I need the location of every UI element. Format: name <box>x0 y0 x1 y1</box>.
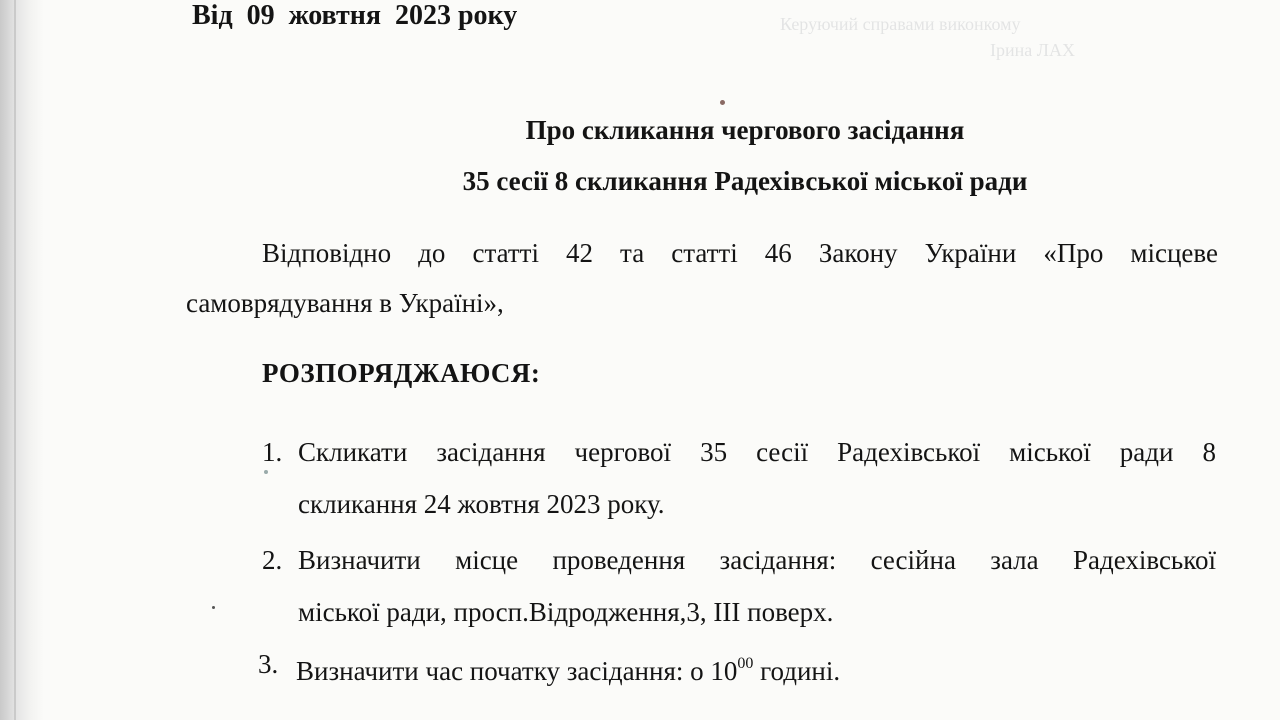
bleed-through-signature: Ірина ЛАХ <box>990 40 1075 60</box>
preamble-line-2: самоврядування в Україні», <box>186 288 504 318</box>
list-item-line-2: скликання 24 жовтня 2023 року. <box>298 489 665 519</box>
preamble-line-1: Відповідно до статті 42 та статті 46 Закону України «Про місцеве <box>262 238 1218 268</box>
scan-binding-edge <box>0 0 44 720</box>
scan-speck <box>720 100 725 105</box>
list-item-line-1: Визначити місце проведення засідання: сесійна зала Радехівської <box>298 545 1216 575</box>
document-title-line-2: 35 сесії 8 скликання Радехівської міської ради <box>462 166 1028 196</box>
list-item-number: 1. <box>262 437 283 467</box>
bleed-through-text: Керуючий справами виконкому <box>780 14 1021 34</box>
document-date: Від 09 жовтня 2023 року <box>192 0 518 31</box>
scan-edge-line <box>14 0 16 720</box>
list-item-text-end: годині. <box>753 656 841 686</box>
list-item-number: 2. <box>262 545 283 575</box>
list-item-text: Визначити час початку засідання: о 10 <box>296 656 738 686</box>
list-item-line-2: міської ради, просп.Відродження,3, ІІІ поверх. <box>298 597 834 627</box>
scan-speck <box>212 606 215 609</box>
scan-speck <box>264 470 268 474</box>
time-superscript: 00 <box>737 655 754 672</box>
list-item-line-1: Скликати засідання чергової 35 сесії Радехівської міської ради 8 <box>298 437 1216 467</box>
document-title-line-1: Про скликання чергового засідання <box>525 115 965 145</box>
preamble-paragraph <box>186 228 1218 328</box>
list-item-number: 3. <box>258 649 279 679</box>
decree-heading: РОЗПОРЯДЖАЮСЯ: <box>262 358 541 388</box>
